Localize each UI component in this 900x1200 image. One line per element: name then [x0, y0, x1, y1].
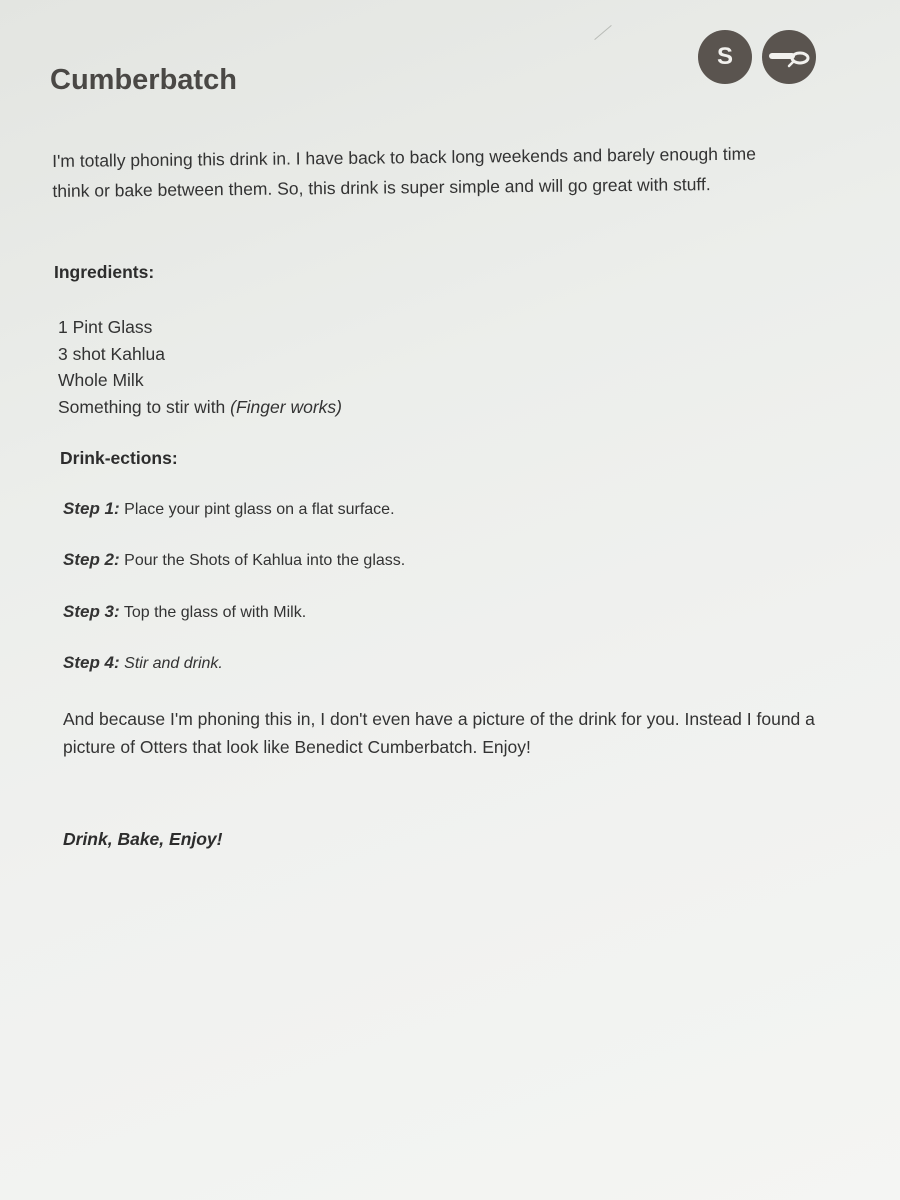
- ingredient-item: 3 shot Kahlua: [58, 343, 166, 364]
- step-1: [63, 499, 395, 519]
- s-logo: [698, 30, 752, 84]
- step-label: Step 3:: [63, 602, 120, 621]
- step-4: [63, 653, 223, 673]
- step-text: Stir and drink.: [124, 655, 223, 672]
- page-title: Cumberbatch: [50, 64, 237, 96]
- pen-mark: [594, 25, 611, 40]
- intro-paragraph: I'm totally phoning this drink in. I have back to back long weekends and barely enough time think or bake between them. So, this drink is super simple and will go great with stuff.: [52, 143, 756, 201]
- s-logo-letter: S: [716, 43, 733, 70]
- ingredient-item: Whole Milk: [58, 370, 144, 390]
- step-text: Pour the Shots of Kahlua into the glass.: [124, 552, 406, 569]
- ingredient-note: (Finger works): [230, 396, 342, 417]
- step-text: Top the glass of with Milk.: [123, 604, 307, 621]
- step-label: Step 1:: [63, 499, 120, 518]
- ingredients-heading: Ingredients:: [54, 262, 155, 282]
- ingredient-item: 1 Pint Glass: [58, 317, 153, 337]
- ingredients-list: [58, 314, 342, 420]
- step-2: [63, 550, 405, 570]
- logo-group: [698, 30, 816, 84]
- directions-heading: Drink-ections:: [60, 448, 178, 468]
- ingredient-text: Something to stir with: [58, 396, 231, 417]
- step-label: Step 4:: [63, 653, 120, 672]
- ingredient-item: [58, 394, 342, 421]
- signoff: Drink, Bake, Enjoy!: [63, 829, 223, 849]
- outro-paragraph: And because I'm phoning this in, I don't even have a picture of the drink for you. Instead I found a picture of Otters that look like Benedict Cumberbatch. Enjoy!: [63, 709, 815, 757]
- whisk-icon: [762, 30, 816, 84]
- step-label: Step 2:: [63, 550, 120, 569]
- step-3: [63, 602, 306, 622]
- step-text: Place your pint glass on a flat surface.: [124, 501, 395, 518]
